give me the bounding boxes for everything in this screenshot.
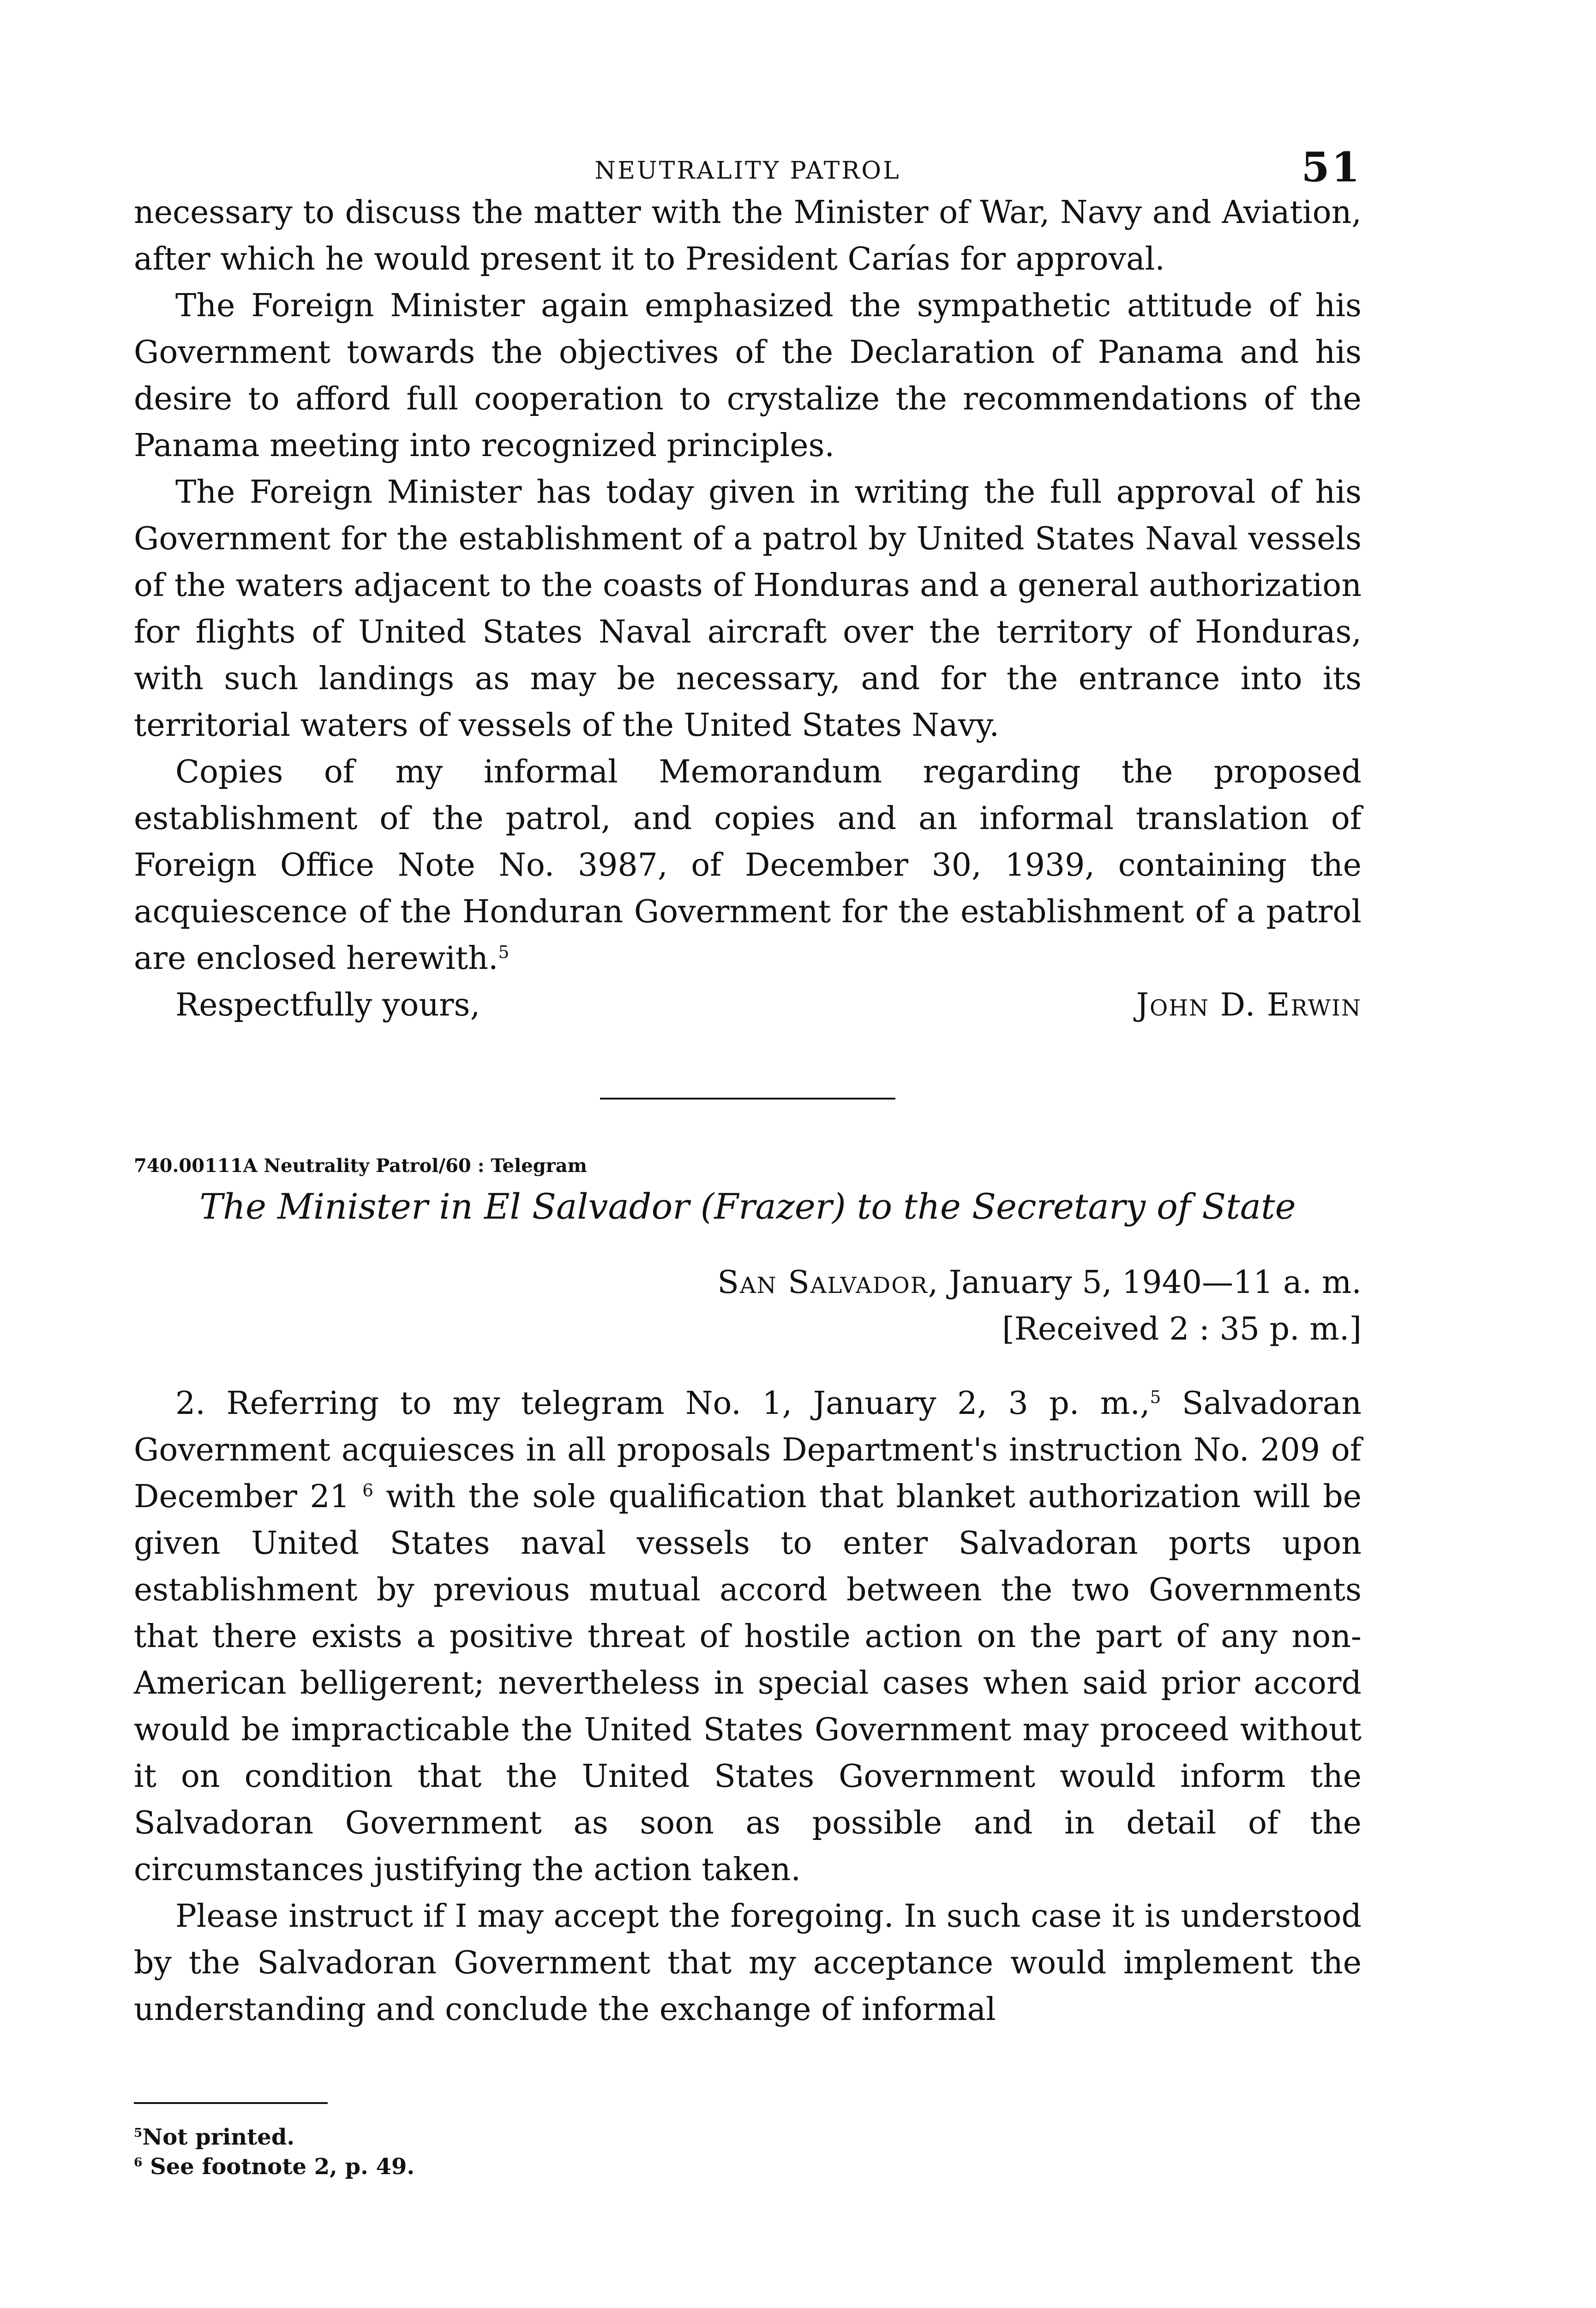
letter-paragraph-1: necessary to discuss the matter with the Minister of War, Navy and Aviation, after which he would present it to President Carías for approval. [134,194,1362,277]
footnote-ref: 6 [362,1480,373,1501]
page-number: 51 [1301,143,1362,191]
footnote-ref: 5 [1150,1387,1161,1407]
file-reference: 740.00111A Neutrality Patrol/60 : Telegram [134,1155,587,1177]
signature: John D. Erwin [1136,987,1362,1023]
letter-closing [134,982,1362,1028]
footnote-mark: 6 [134,2155,143,2170]
dateline-place: San Salvador, [717,1264,939,1301]
received-time: [Received 2 : 35 p. m.] [1002,1311,1362,1347]
letter-paragraph-2: The Foreign Minister again emphasized the sympathetic attitude of his Government towards the objectives of the Declaration of Panama and his desire to afford full cooperation to crystalize the recommendations of the Panama meeting into recognized principles. [134,288,1362,464]
footnote [134,2122,1362,2152]
telegram-paragraph-1 [134,1380,1362,1893]
footnote-mark: 5 [134,2126,143,2140]
page [134,138,1362,2182]
section-divider [600,1098,895,1100]
letter-paragraph-4 [134,749,1362,982]
running-head-title: NEUTRALITY PATROL [594,157,901,185]
document-title: The Minister in El Salvador (Frazer) to the Secretary of State [199,1186,1296,1227]
telegram-paragraph-1-b: Salvadoran Government acquiesces in all proposals Department's instruction No. 209 of December 21 [134,1385,1362,1515]
letter-paragraph-4-text: Copies of my informal Memorandum regarding the proposed establishment of the patrol, and copies and an informal translation of Foreign Office Note No. 3987, of December 30, 1939, containing the acquiescence of the Honduran Government for the establishment of a patrol are enclosed herewith. [134,754,1362,977]
dateline [134,1259,1362,1306]
telegram-paragraph-1-a: 2. Referring to my telegram No. 1, January 2, 3 p. m., [175,1385,1150,1422]
footnote-text: See footnote 2, p. 49. [150,2154,415,2180]
footnote-divider [134,2102,328,2104]
dateline-date: January 5, 1940—11 a. m. [948,1264,1362,1301]
running-head [134,138,1362,189]
footnote-ref: 5 [498,942,510,962]
complimentary-close: Respectfully yours, [175,987,480,1023]
footnote [134,2152,1362,2182]
letter-paragraph-3: The Foreign Minister has today given in writing the full approval of his Government for the establishment of a patrol by United States Naval vessels of the waters adjacent to the coasts of Honduras and a general authorization for flights of United States Naval aircraft over the territory of Honduras, with such landings as may be necessary, and for the entrance into its territorial waters of vessels of the United States Navy. [134,474,1362,744]
telegram-paragraph-1-c: with the sole qualification that blanket authorization will be given United States naval vessels to enter Salvadoran ports upon establishment by previous mutual accord between the two Governments that there exists a positive threat of hostile action on the part of any non-American belligerent; nevertheless in special cases when said prior accord would be impracticable the United States Government may proceed without it on condition that the United States Government would inform the Salvadoran Government as soon as possible and in detail of the circumstances justifying the action taken. [134,1479,1362,1888]
footnote-text: Not printed. [142,2124,295,2150]
telegram-paragraph-2: Please instruct if I may accept the foregoing. In such case it is understood by the Salvadoran Government that my acceptance would implement the understanding and conclude the exchange of informal [134,1898,1362,2028]
